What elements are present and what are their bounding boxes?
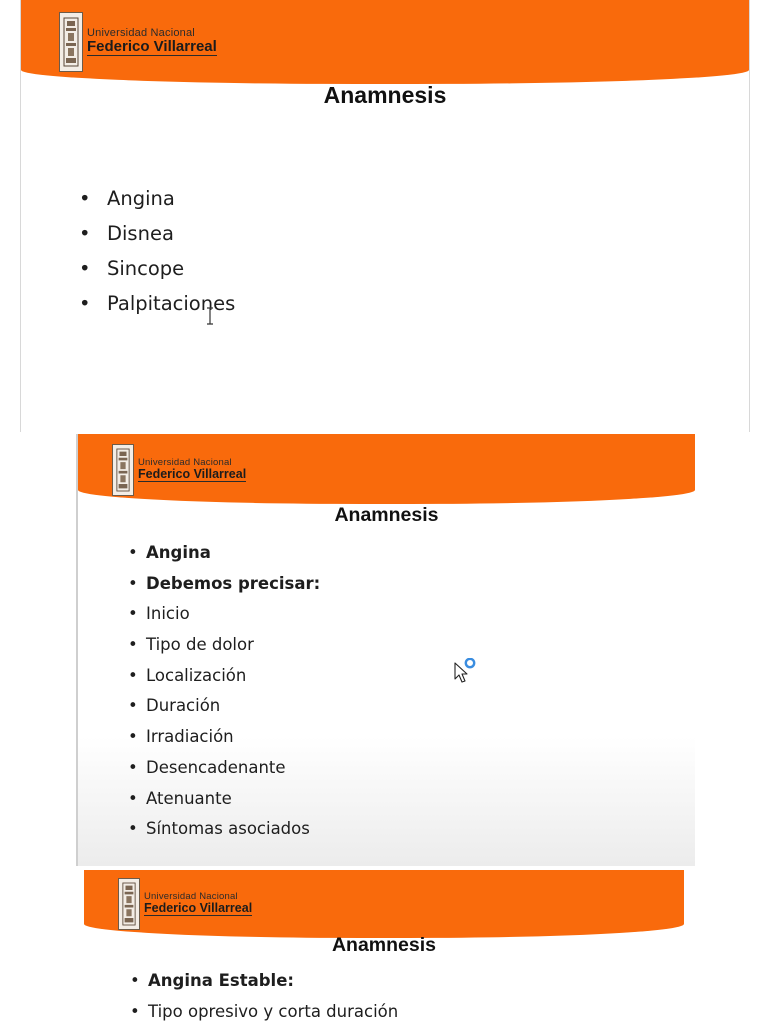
list-item-text: Síntomas asociados [146,819,310,839]
list-item [128,665,320,696]
list-item-text: Debemos precisar: [146,573,321,593]
list-item [79,221,235,256]
bullet-dot: • [128,635,138,655]
university-crest-icon [112,444,134,496]
list-item-text: Disnea [107,222,174,245]
list-item [128,695,320,726]
bullet-dot: • [128,604,138,624]
list-item-text: Tipo opresivo y corta duración [148,1002,399,1021]
list-item-text: Desencadenante [146,757,286,777]
logo-university-name: Federico Villarreal [87,38,217,55]
bullet-dot: • [79,187,91,210]
logo-university-label: Universidad Nacional [138,457,232,468]
list-item-text: Duración [146,696,221,716]
list-item [130,970,398,1001]
list-item [128,634,320,665]
logo-university-name: Federico Villarreal [144,900,253,915]
list-item [128,818,320,849]
slide-2 [76,434,695,866]
university-logo [112,444,246,496]
slide-1 [20,0,750,432]
bullet-dot: • [128,757,138,777]
busy-pointer-icon [454,658,484,688]
university-crest-icon [59,12,83,72]
bullet-dot: • [79,292,91,315]
list-item [79,256,235,291]
bullet-dot: • [128,819,138,839]
list-item-text: Palpitaciones [107,292,236,315]
list-item-text: Atenuante [146,788,232,808]
logo-university-name: Federico Villarreal [138,466,247,481]
list-item [128,542,320,573]
list-item [128,573,320,604]
bullet-dot: • [128,788,138,808]
logo-university-label: Universidad Nacional [144,891,238,902]
logo-university-label: Universidad Nacional [87,27,195,39]
bullet-dot: • [130,971,140,990]
list-item-text: Angina [146,543,211,562]
list-item [79,186,235,221]
list-item-text: Irradiación [146,727,234,747]
bullet-list [128,542,320,849]
bullet-dot: • [130,1002,140,1021]
list-item [128,603,320,634]
list-item [128,788,320,819]
bullet-list [79,186,235,326]
bullet-dot: • [128,727,138,747]
list-item-text: Tipo de dolor [146,635,254,655]
list-item-text: Angina [107,187,175,210]
list-item-text: Localización [146,665,247,685]
bullet-dot: • [79,257,91,280]
university-logo [118,878,252,930]
university-logo [59,12,217,72]
bullet-list [130,970,398,1024]
slide-title: Anamnesis [323,82,447,108]
bullet-dot: • [79,222,91,245]
list-item [128,726,320,757]
bullet-dot: • [128,696,138,716]
list-item-text: Inicio [146,604,190,624]
bullet-dot: • [128,543,138,562]
list-item [128,757,320,788]
slide-title: Anamnesis [331,934,437,956]
bullet-dot: • [128,573,138,593]
slide-3 [84,870,684,1024]
list-item-text: Sincope [107,257,185,280]
bullet-dot: • [128,665,138,685]
text-cursor-icon [206,307,214,325]
list-item-text: Angina Estable: [148,971,294,990]
list-item [130,1001,398,1024]
slide-title: Anamnesis [334,504,439,526]
university-crest-icon [118,878,140,930]
